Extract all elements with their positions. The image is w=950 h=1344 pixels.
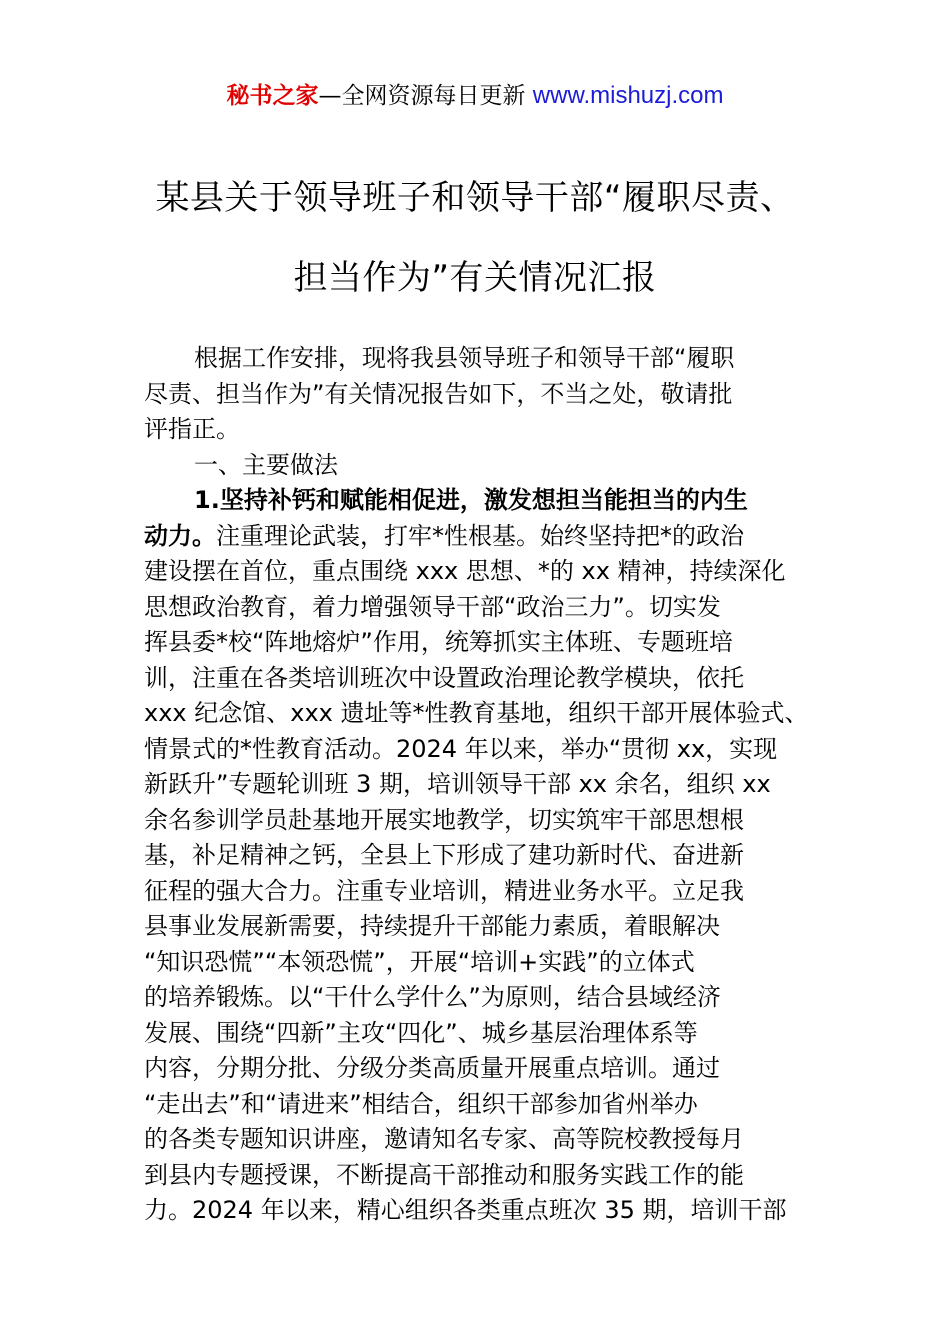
body-line: “知识恐慌”“本领恐慌”，开展“培训+实践”的立体式 [144, 947, 695, 976]
body-line: 到县内专题授课，不断提高干部推动和服务实践工作的能 [144, 1160, 744, 1189]
body-line: 余名参训学员赴基地开展实地教学，切实筑牢干部思想根 [144, 805, 744, 834]
body-line: 县事业发展新需要，持续提升干部能力素质，着眼解决 [144, 912, 720, 940]
site-url-link[interactable]: www.mishuzj.com [532, 82, 724, 109]
body-line: 思想政治教育，着力增强领导干部“政治三力”。切实发 [144, 592, 721, 621]
document-body [144, 341, 814, 1229]
title-line-2: 担当作为”有关情况汇报 [293, 258, 657, 298]
brand-name: 秘书之家 [226, 83, 319, 109]
body-line: 训，注重在各类培训班次中设置政治理论教学模块，依托 [144, 663, 744, 692]
body-line: 的各类专题知识讲座，邀请知名专家、高等院校教授每月 [144, 1125, 744, 1153]
body-line: “走出去”和“请进来”相结合，组织干部参加省州举办 [144, 1089, 698, 1118]
header-tagline: —全网资源每日更新 [318, 83, 533, 109]
body-line: 基，补足精神之钙，全县上下形成了建功新时代、奋进新 [144, 841, 744, 869]
point-1-first-line-text: 注重理论武装，打牢*性根基。始终坚持把*的政治 [216, 521, 744, 550]
document-title [110, 158, 840, 318]
intro-line-3: 评指正。 [144, 415, 240, 443]
body-line: 建设摆在首位，重点围绕 xxx 思想、*的 xx 精神，持续深化 [144, 557, 786, 585]
body-line: 新跃升”专题轮训班 3 期，培训领导干部 xx 余名，组织 xx [144, 770, 771, 798]
section-heading: 一、主要做法 [194, 450, 338, 479]
body-line: 情景式的*性教育活动。2024 年以来，举办“贯彻 xx，实现 [144, 734, 778, 763]
body-line: 发展、围绕“四新”主攻“四化”、城乡基层治理体系等 [144, 1018, 698, 1047]
body-line: 的培养锻炼。以“干什么学什么”为原则，结合县域经济 [144, 983, 721, 1011]
body-line: 挥县委*校“阵地熔炉”作用，统筹抓实主体班、专题班培 [144, 628, 733, 656]
body-line: 力。2024 年以来，精心组织各类重点班次 35 期，培训干部 [144, 1196, 787, 1224]
intro-line-2: 尽责、担当作为”有关情况报告如下，不当之处，敬请批 [144, 379, 733, 408]
site-header [0, 80, 950, 112]
point-1-heading: 1.坚持补钙和赋能相促进，激发想担当能担当的内生 [194, 486, 748, 514]
title-line-1: 某县关于领导班子和领导干部“履职尽责、 [155, 178, 795, 218]
intro-line-1: 根据工作安排，现将我县领导班子和领导干部“履职 [194, 344, 735, 372]
body-line: 内容，分期分批、分级分类高质量开展重点培训。通过 [144, 1054, 720, 1082]
body-line: xxx 纪念馆、xxx 遗址等*性教育基地，组织干部开展体验式、 [144, 699, 809, 727]
body-line: 征程的强大合力。注重专业培训，精进业务水平。立足我 [144, 876, 744, 905]
point-1-heading-end: 动力。 [144, 521, 216, 550]
point-1-first-line [144, 519, 814, 555]
